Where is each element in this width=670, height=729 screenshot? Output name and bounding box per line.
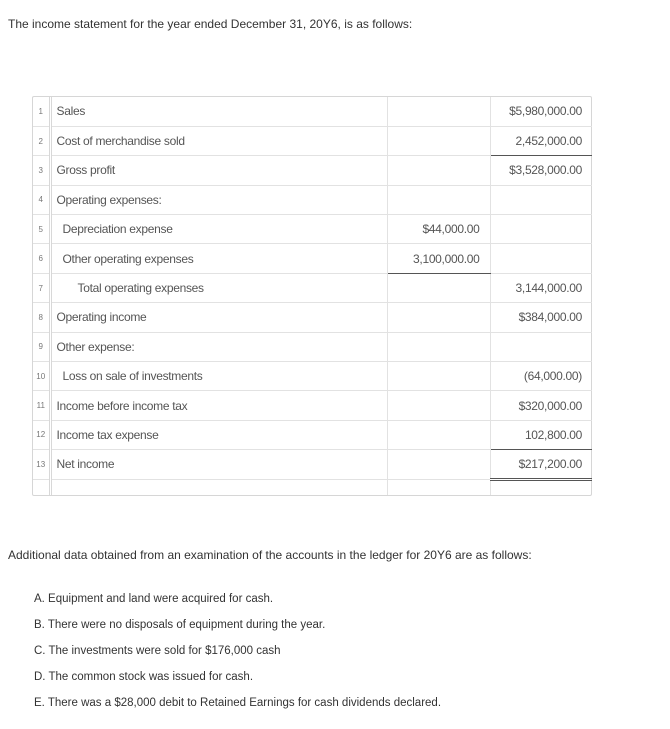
row-right-value: 2,452,000.00 <box>490 126 592 155</box>
row-mid-value <box>387 362 490 391</box>
row-number: 2 <box>33 126 50 155</box>
row-mid-value <box>387 479 490 495</box>
row-number: 11 <box>33 391 50 420</box>
row-right-value <box>490 479 592 495</box>
row-right-value: 102,800.00 <box>490 420 592 449</box>
table-row <box>33 97 592 126</box>
row-mid-value <box>387 273 490 302</box>
row-number: 10 <box>33 362 50 391</box>
row-right-value: $5,980,000.00 <box>490 97 592 126</box>
row-mid-value <box>387 156 490 185</box>
table-row <box>33 391 592 420</box>
row-label: Sales <box>50 97 387 126</box>
table-row <box>33 362 592 391</box>
row-number: 8 <box>33 303 50 332</box>
row-number <box>33 479 50 495</box>
row-label: Other operating expenses <box>50 244 387 273</box>
list-item: A. Equipment and land were acquired for cash. <box>34 593 274 605</box>
row-number: 4 <box>33 185 50 214</box>
income-statement-table <box>33 97 592 495</box>
row-number: 13 <box>33 450 50 479</box>
table-row <box>33 273 592 302</box>
row-right-value: (64,000.00) <box>490 362 592 391</box>
income-statement-sheet <box>32 96 592 496</box>
table-row <box>33 332 592 361</box>
row-mid-value <box>387 126 490 155</box>
row-mid-value <box>387 391 490 420</box>
row-label: Depreciation expense <box>50 215 387 244</box>
row-number: 5 <box>33 215 50 244</box>
list-item: B. There were no disposals of equipment during the year. <box>34 619 326 631</box>
list-item: E. There was a $28,000 debit to Retained Earnings for cash dividends declared. <box>34 697 442 709</box>
row-mid-value <box>387 185 490 214</box>
intro-text: The income statement for the year ended December 31, 20Y6, is as follows: <box>8 17 413 31</box>
row-label: Total operating expenses <box>50 273 387 302</box>
table-row <box>33 185 592 214</box>
row-label: Income before income tax <box>50 391 387 420</box>
row-mid-value: $44,000.00 <box>387 215 490 244</box>
row-right-value: $217,200.00 <box>490 450 592 479</box>
row-mid-value <box>387 450 490 479</box>
row-label: Other expense: <box>50 332 387 361</box>
row-right-value: $3,528,000.00 <box>490 156 592 185</box>
row-right-value: $320,000.00 <box>490 391 592 420</box>
row-label: Net income <box>50 450 387 479</box>
row-right-value <box>490 332 592 361</box>
row-mid-value <box>387 303 490 332</box>
row-mid-value <box>387 420 490 449</box>
row-number: 12 <box>33 420 50 449</box>
row-right-value: $384,000.00 <box>490 303 592 332</box>
row-number: 7 <box>33 273 50 302</box>
row-label: Operating expenses: <box>50 185 387 214</box>
row-mid-value <box>387 97 490 126</box>
table-row <box>33 244 592 273</box>
row-right-value <box>490 185 592 214</box>
row-right-value <box>490 215 592 244</box>
additional-data-text: Additional data obtained from an examination of the accounts in the ledger for 20Y6 are as follows: <box>8 548 532 562</box>
list-item: D. The common stock was issued for cash. <box>34 671 254 683</box>
row-number: 9 <box>33 332 50 361</box>
row-mid-value: 3,100,000.00 <box>387 244 490 273</box>
row-number: 3 <box>33 156 50 185</box>
table-row <box>33 126 592 155</box>
row-mid-value <box>387 332 490 361</box>
row-right-value <box>490 244 592 273</box>
additional-data-list <box>34 590 441 720</box>
table-row <box>33 450 592 479</box>
row-label: Cost of merchandise sold <box>50 126 387 155</box>
list-item: C. The investments were sold for $176,000 cash <box>34 645 281 657</box>
table-row <box>33 420 592 449</box>
row-label: Loss on sale of investments <box>50 362 387 391</box>
row-label: Operating income <box>50 303 387 332</box>
row-label: Income tax expense <box>50 420 387 449</box>
table-blank-row <box>33 479 592 495</box>
row-label <box>50 479 387 495</box>
row-label: Gross profit <box>50 156 387 185</box>
table-row <box>33 215 592 244</box>
row-number: 6 <box>33 244 50 273</box>
table-row <box>33 303 592 332</box>
row-number: 1 <box>33 97 50 126</box>
row-right-value: 3,144,000.00 <box>490 273 592 302</box>
table-row <box>33 156 592 185</box>
